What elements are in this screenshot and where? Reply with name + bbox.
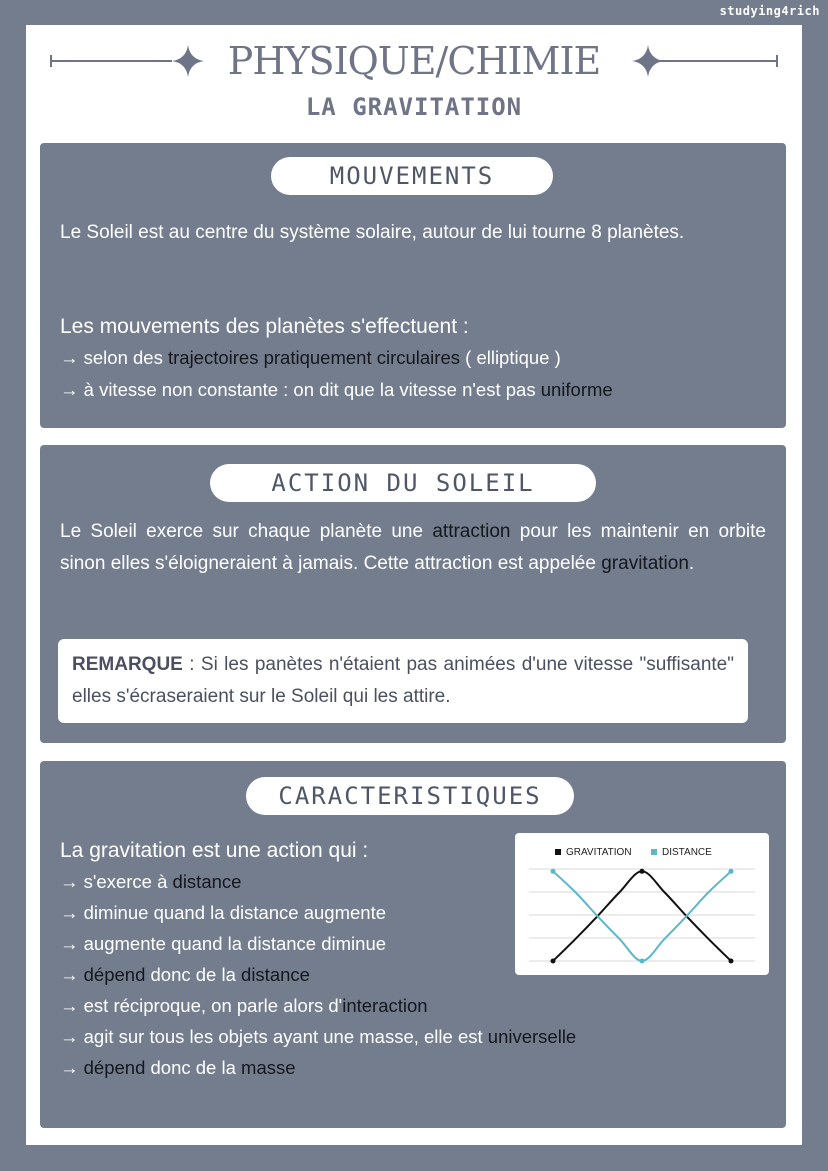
legend-distance: DISTANCE bbox=[651, 847, 712, 858]
arrow-icon: → bbox=[60, 379, 79, 400]
page-header bbox=[26, 25, 802, 145]
section-heading: MOUVEMENTS bbox=[271, 157, 553, 195]
page-title: PHYSIQUE/CHIMIE bbox=[227, 39, 601, 83]
remark-label: REMARQUE bbox=[72, 654, 183, 675]
list-item: → augmente quand la distance diminue bbox=[60, 933, 387, 954]
section-mouvements bbox=[40, 143, 786, 428]
series-line-gravitation bbox=[553, 871, 731, 961]
data-point-gravitation bbox=[551, 959, 556, 964]
lead-text: Les mouvements des planètes s'effectuent : bbox=[60, 315, 469, 338]
list-item: → à vitesse non constante : on dit que la vitesse n'est pas uniforme bbox=[60, 379, 613, 400]
section-caracteristiques bbox=[40, 761, 786, 1128]
data-point-distance bbox=[729, 869, 734, 874]
data-point-gravitation bbox=[729, 959, 734, 964]
highlight: gravitation bbox=[601, 553, 689, 574]
list-item: → dépend donc de la distance bbox=[60, 964, 310, 985]
data-point-gravitation bbox=[640, 869, 645, 874]
data-point-distance bbox=[551, 869, 556, 874]
arrow-icon: → bbox=[60, 964, 79, 985]
divider-right bbox=[656, 60, 778, 62]
chart-plot bbox=[515, 833, 769, 975]
sheet bbox=[26, 25, 802, 1145]
list-item: → est réciproque, on parle alors d'interaction bbox=[60, 995, 428, 1016]
list-item: → selon des trajectoires pratiquement circulaires ( elliptique ) bbox=[60, 347, 561, 368]
page-subtitle: LA GRAVITATION bbox=[305, 93, 523, 121]
divider-cap bbox=[776, 55, 778, 67]
list-item: → diminue quand la distance augmente bbox=[60, 902, 387, 923]
chart bbox=[515, 833, 769, 975]
section-heading: ACTION DU SOLEIL bbox=[210, 464, 596, 502]
highlight: uniforme bbox=[540, 379, 613, 400]
list-item: → s'exerce à distance bbox=[60, 871, 242, 892]
arrow-icon: → bbox=[60, 871, 79, 892]
lead-text: La gravitation est une action qui : bbox=[60, 839, 369, 862]
arrow-icon: → bbox=[60, 933, 79, 954]
arrow-icon: → bbox=[60, 347, 79, 368]
legend-gravitation: GRAVITATION bbox=[555, 847, 632, 858]
list-item: → dépend donc de la masse bbox=[60, 1057, 296, 1078]
series-line-distance bbox=[553, 871, 731, 961]
arrow-icon: → bbox=[60, 1057, 79, 1078]
watermark: studying4rich bbox=[719, 4, 820, 18]
highlight: trajectoires pratiquement circulaires bbox=[167, 347, 460, 368]
arrow-icon: → bbox=[60, 902, 79, 923]
paragraph: Le Soleil exerce sur chaque planète une attraction pour les maintenir en orbite sinon elles s'éloigneraient à jamais. Cette attraction est appelée gravitation. bbox=[60, 521, 767, 574]
highlight: attraction bbox=[432, 521, 511, 542]
data-point-distance bbox=[640, 959, 645, 964]
arrow-icon: → bbox=[60, 995, 79, 1016]
section-heading: CARACTERISTIQUES bbox=[246, 777, 574, 815]
list-item: → agit sur tous les objets ayant une masse, elle est universelle bbox=[60, 1026, 577, 1047]
arrow-icon: → bbox=[60, 1026, 79, 1047]
section-action-du-soleil bbox=[40, 445, 786, 743]
remark-box: REMARQUE : Si les panètes n'étaient pas animées d'une vitesse "suffisante" elles s'écraseraient sur le Soleil qui les attire. bbox=[58, 639, 748, 723]
paragraph: Le Soleil est au centre du système solaire, autour de lui tourne 8 planètes. bbox=[60, 222, 685, 243]
